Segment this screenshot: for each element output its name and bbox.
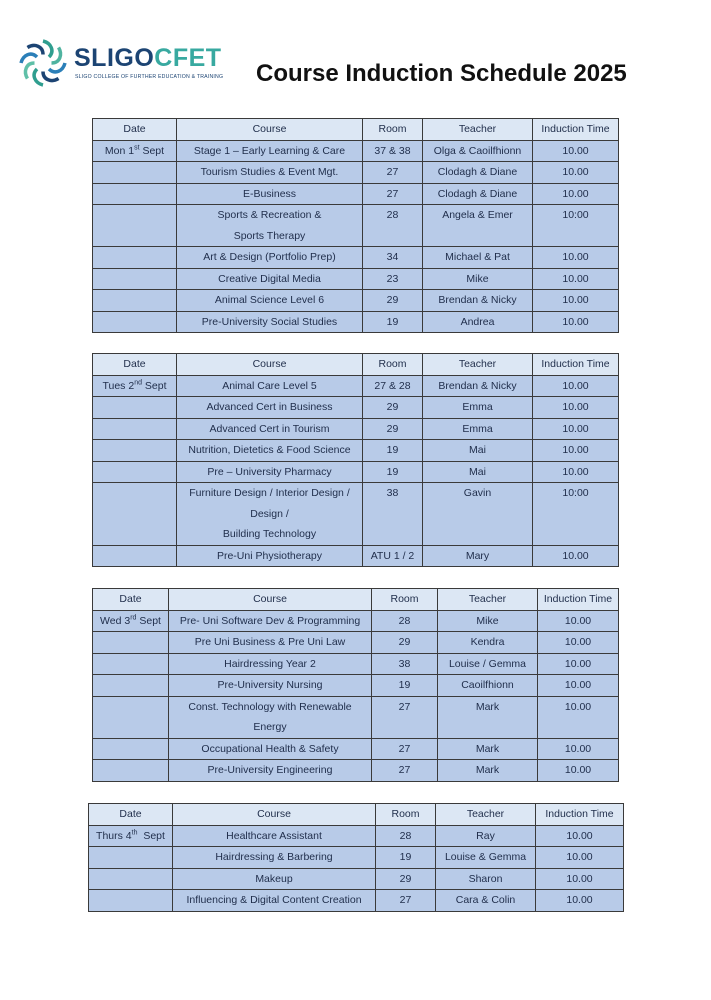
column-header-room: Room [376,804,436,826]
course-line: Healthcare Assistant [226,829,322,842]
column-header-teacher: Teacher [436,804,536,826]
column-header-teacher: Teacher [438,589,538,611]
logo-name-part1: SLIGO [74,44,155,72]
column-header-time: Induction Time [533,354,619,376]
course-cell [177,183,363,205]
page-title: Course Induction Schedule 2025 [256,60,627,87]
course-line: Advanced Cert in Tourism [209,422,330,435]
course-cell [177,247,363,269]
room-cell: 28 [376,825,436,847]
course-line: Occupational Health & Safety [201,742,339,755]
room-cell: 27 [376,890,436,912]
induction-time-cell: 10.00 [533,461,619,483]
course-cell [169,738,372,760]
course-line: Const. Technology with Renewable [188,700,352,713]
schedule-table [92,118,619,333]
date-cell [93,418,177,440]
table-row [93,483,619,546]
date-cell [89,847,173,869]
course-line: Hairdressing Year 2 [224,657,316,670]
teacher-cell: Ray [436,825,536,847]
date-cell [89,890,173,912]
date-cell [93,760,169,782]
date-cell [93,696,169,738]
table-row [93,397,619,419]
date-cell [93,440,177,462]
column-header-teacher: Teacher [423,354,533,376]
teacher-cell: Michael & Pat [423,247,533,269]
teacher-cell: Mai [423,440,533,462]
course-line: Sports Therapy [233,229,306,242]
course-line: Sports & Recreation & [217,209,322,221]
table-row [93,440,619,462]
column-header-course: Course [177,354,363,376]
date-cell [93,675,169,697]
course-cell [169,675,372,697]
course-line: E-Business [242,187,297,200]
room-cell: 34 [363,247,423,269]
table-row [93,205,619,247]
course-line: Creative Digital Media [218,272,321,285]
induction-time-cell: 10.00 [533,268,619,290]
date-cell [93,205,177,247]
table-header-row [93,589,619,611]
date-cell [93,268,177,290]
room-cell: 29 [376,868,436,890]
date-cell [93,162,177,184]
induction-time-cell: 10.00 [533,545,619,567]
table-row [93,653,619,675]
date-suffix: rd [130,614,137,621]
induction-time-cell: 10.00 [538,675,619,697]
date-cell [93,140,177,162]
logo-subtitle: SLIGO COLLEGE OF FURTHER EDUCATION & TRAINING [75,74,224,80]
date-cell [93,632,169,654]
induction-time-cell: 10.00 [536,825,624,847]
induction-time-cell: 10.00 [533,375,619,397]
course-cell [177,162,363,184]
teacher-cell: Emma [423,418,533,440]
teacher-cell: Gavin [423,483,533,546]
course-cell [169,653,372,675]
schedule-table [88,803,624,912]
teacher-cell: Kendra [438,632,538,654]
induction-time-cell: 10.00 [536,868,624,890]
course-line: Influencing & Digital Content Creation [186,894,362,906]
course-cell [173,890,376,912]
course-line: Pre – University Pharmacy [207,465,332,478]
column-header-room: Room [363,119,423,141]
table-row [93,290,619,312]
course-line: Pre-Uni Physiotherapy [216,549,323,562]
date-cell [93,545,177,567]
college-logo [18,38,233,88]
table-row [93,760,619,782]
course-cell [169,610,372,632]
table-row [93,696,619,738]
room-cell: 29 [363,397,423,419]
table-header-row [89,804,624,826]
date-suffix: st [134,144,140,151]
course-cell [177,290,363,312]
room-cell: 37 & 38 [363,140,423,162]
room-cell: 23 [363,268,423,290]
column-header-time: Induction Time [536,804,624,826]
column-header-time: Induction Time [538,589,619,611]
course-line: Pre Uni Business & Pre Uni Law [194,636,346,648]
course-line: Nutrition, Dietetics & Food Science [188,444,351,456]
column-header-teacher: Teacher [423,119,533,141]
course-line: Animal Science Level 6 [214,294,325,306]
room-cell: 19 [363,440,423,462]
room-cell: 27 [372,760,438,782]
induction-time-cell: 10.00 [533,397,619,419]
column-header-course: Course [177,119,363,141]
course-line: Pre-University Social Studies [201,315,338,328]
teacher-cell: Sharon [436,868,536,890]
course-line: Furniture Design / Interior Design / [189,487,350,499]
date-rest: Sept [136,614,161,627]
induction-time-cell: 10.00 [536,847,624,869]
teacher-cell: Emma [423,397,533,419]
induction-time-cell: 10.00 [533,247,619,269]
date-cell [93,375,177,397]
room-cell: 27 [363,183,423,205]
course-line: Hairdressing & Barbering [215,851,333,863]
date-suffix: th [131,829,138,836]
table-row [93,632,619,654]
teacher-cell: Mai [423,461,533,483]
room-cell: 19 [372,675,438,697]
date-cell [93,653,169,675]
table-row [93,610,619,632]
teacher-cell: Mike [438,610,538,632]
teacher-cell: Clodagh & Diane [423,162,533,184]
logo-wordmark [74,44,222,73]
induction-time-cell: 10.00 [533,140,619,162]
induction-time-cell: 10.00 [538,653,619,675]
table-row [93,311,619,333]
course-cell [169,760,372,782]
course-cell [173,847,376,869]
table-row [93,738,619,760]
course-line: Tourism Studies & Event Mgt. [200,166,339,178]
teacher-cell: Louise & Gemma [436,847,536,869]
course-cell [169,632,372,654]
course-cell [177,205,363,247]
teacher-cell: Mark [438,760,538,782]
room-cell: 27 [372,738,438,760]
table-header-row [93,119,619,141]
course-cell [177,483,363,546]
course-line: Makeup [255,872,293,885]
date-suffix: nd [134,379,142,386]
swirl-logo-icon [18,38,70,88]
induction-time-cell: 10.00 [533,440,619,462]
column-header-date: Date [89,804,173,826]
room-cell: 38 [363,483,423,546]
table-row [93,675,619,697]
room-cell: 19 [363,311,423,333]
date-rest: Sept [141,379,167,392]
induction-time-cell: 10.00 [538,632,619,654]
course-cell [177,375,363,397]
teacher-cell: Brendan & Nicky [423,290,533,312]
course-cell [177,311,363,333]
table-row [89,868,624,890]
induction-time-cell: 10.00 [533,183,619,205]
date-rest: Sept [137,829,165,842]
date-cell [93,311,177,333]
table-row [89,847,624,869]
date-day: Tues 2 [102,379,135,392]
column-header-time: Induction Time [533,119,619,141]
room-cell: 27 [363,162,423,184]
table-row [93,183,619,205]
date-cell [93,738,169,760]
room-cell: 29 [372,632,438,654]
room-cell: 29 [363,418,423,440]
course-cell [173,825,376,847]
room-cell: 27 [372,696,438,738]
induction-time-cell: 10.00 [533,290,619,312]
table-row [93,162,619,184]
date-day: Thurs 4 [96,829,132,842]
course-line: Design / [250,507,289,520]
teacher-cell: Louise / Gemma [438,653,538,675]
table-row [93,545,619,567]
room-cell: 19 [363,461,423,483]
course-cell [177,140,363,162]
induction-time-cell: 10.00 [533,162,619,184]
table-row [93,140,619,162]
schedule-table [92,588,619,782]
induction-time-cell: 10.00 [538,760,619,782]
logo-name-part2: CFET [154,44,222,72]
course-cell [177,418,363,440]
schedule-table [92,353,619,567]
course-line: Pre-University Engineering [207,764,333,776]
course-cell [177,461,363,483]
column-header-date: Date [93,119,177,141]
course-cell [177,545,363,567]
course-line: Stage 1 – Early Learning & Care [193,144,346,157]
teacher-cell: Caoilfhionn [438,675,538,697]
room-cell: 29 [363,290,423,312]
teacher-cell: Clodagh & Diane [423,183,533,205]
course-line: Pre- Uni Software Dev & Programming [179,614,361,627]
course-cell [169,696,372,738]
date-cell [93,483,177,546]
table-row [93,268,619,290]
column-header-date: Date [93,589,169,611]
date-cell [93,610,169,632]
course-line: Pre-University Nursing [217,679,323,691]
room-cell: 28 [372,610,438,632]
induction-time-cell: 10.00 [536,890,624,912]
induction-time-cell: 10.00 [538,696,619,738]
date-cell [93,461,177,483]
date-rest: Sept [139,144,165,157]
date-cell [93,183,177,205]
date-cell [89,868,173,890]
table-row [93,418,619,440]
course-line: Art & Design (Portfolio Prep) [203,251,336,263]
induction-time-cell: 10:00 [533,483,619,546]
course-cell [177,397,363,419]
teacher-cell: Mary [423,545,533,567]
table-row [89,825,624,847]
course-cell [177,268,363,290]
room-cell: 27 & 28 [363,375,423,397]
teacher-cell: Brendan & Nicky [423,375,533,397]
induction-time-cell: 10.00 [533,311,619,333]
column-header-course: Course [169,589,372,611]
induction-time-cell: 10.00 [538,738,619,760]
induction-time-cell: 10.00 [538,610,619,632]
teacher-cell: Andrea [423,311,533,333]
column-header-course: Course [173,804,376,826]
course-line: Building Technology [222,528,317,540]
table-row [93,247,619,269]
column-header-room: Room [363,354,423,376]
room-cell: 28 [363,205,423,247]
date-day: Wed 3 [100,614,131,627]
column-header-date: Date [93,354,177,376]
room-cell: 19 [376,847,436,869]
course-line: Energy [253,721,287,733]
teacher-cell: Cara & Colin [436,890,536,912]
date-cell [93,397,177,419]
date-cell [93,290,177,312]
column-header-room: Room [372,589,438,611]
course-cell [173,868,376,890]
course-cell [177,440,363,462]
table-row [89,890,624,912]
room-cell: 38 [372,653,438,675]
teacher-cell: Mike [423,268,533,290]
date-cell [93,247,177,269]
course-line: Animal Care Level 5 [222,379,317,392]
teacher-cell: Mark [438,696,538,738]
table-row [93,461,619,483]
room-cell: ATU 1 / 2 [363,545,423,567]
teacher-cell: Mark [438,738,538,760]
date-day: Mon 1 [104,144,135,157]
teacher-cell: Olga & Caoilfhionn [423,140,533,162]
induction-time-cell: 10:00 [533,205,619,247]
table-header-row [93,354,619,376]
induction-time-cell: 10.00 [533,418,619,440]
table-row [93,375,619,397]
teacher-cell: Angela & Emer [423,205,533,247]
course-line: Advanced Cert in Business [206,401,333,413]
date-cell [89,825,173,847]
